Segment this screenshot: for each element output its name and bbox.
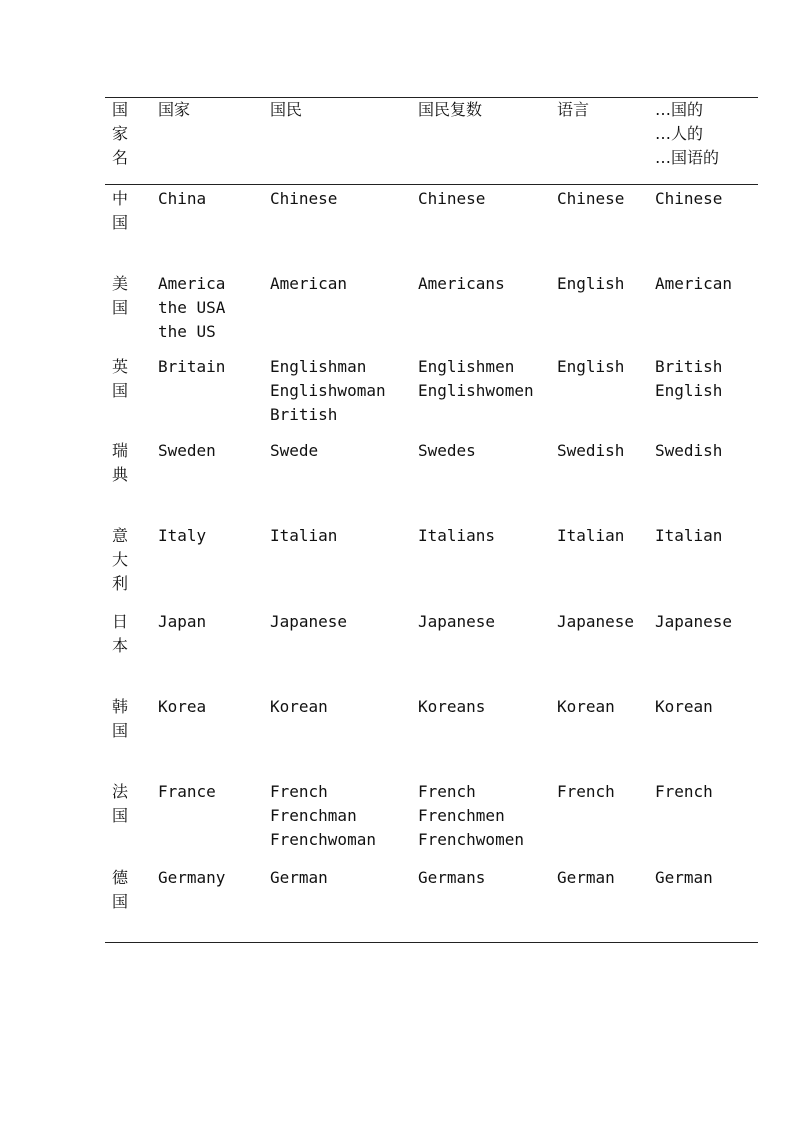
- cell-national-plural: [418, 353, 557, 437]
- cell-adjective: [655, 522, 758, 608]
- country-name-text: 瑞典: [112, 440, 129, 484]
- cell-adjective-line: Swedish: [655, 440, 723, 460]
- cell-country-line: Germany: [158, 867, 226, 887]
- header-language: 语言: [557, 100, 590, 119]
- table-row: [105, 693, 758, 778]
- cell-language-line: Korean: [557, 696, 615, 716]
- cell-country-name: [105, 185, 158, 270]
- cell-national-plural-line: Swedes: [418, 440, 476, 460]
- cell-national-line: Chinese: [270, 189, 338, 208]
- cell-adjective: [655, 270, 758, 353]
- cell-national-plural: [418, 437, 557, 522]
- cell-adjective-line: German: [655, 867, 713, 887]
- cell-country: [158, 522, 270, 608]
- cell-country-line: China: [158, 189, 207, 208]
- cell-country-line: the US: [158, 321, 216, 341]
- cell-national-line: Japanese: [270, 611, 348, 631]
- cell-adjective: [655, 608, 758, 693]
- cell-adjective-line: English: [655, 380, 723, 400]
- cell-adjective-line: Italian: [655, 525, 723, 545]
- cell-national: [270, 693, 418, 778]
- cell-adjective-line: Chinese: [655, 189, 723, 208]
- cell-language-line: German: [557, 867, 615, 887]
- cell-country-line: Sweden: [158, 440, 216, 460]
- cell-national: [270, 353, 418, 437]
- cell-country-line: Japan: [158, 611, 207, 631]
- cell-country-line: Britain: [158, 356, 226, 376]
- cell-national-plural: [418, 608, 557, 693]
- cell-language-line: English: [557, 356, 625, 376]
- cell-language: [557, 522, 655, 608]
- cell-language-line: Chinese: [557, 189, 625, 208]
- cell-country-name: [105, 437, 158, 522]
- cell-national-line: Korean: [270, 696, 328, 716]
- cell-language: [557, 270, 655, 353]
- table-row: [105, 522, 758, 608]
- cell-adjective: [655, 693, 758, 778]
- cell-national-plural-line: Englishmen: [418, 356, 515, 376]
- cell-adjective: [655, 864, 758, 943]
- cell-adjective: [655, 437, 758, 522]
- cell-language-line: Japanese: [557, 611, 635, 631]
- cell-adjective-line: American: [655, 273, 733, 293]
- cell-country-name: [105, 522, 158, 608]
- cell-national-plural-line: Englishwomen: [418, 380, 534, 400]
- cell-country: [158, 437, 270, 522]
- cell-language-line: Italian: [557, 525, 625, 545]
- cell-language-line: French: [557, 781, 615, 801]
- cell-national: [270, 270, 418, 353]
- cell-national: [270, 608, 418, 693]
- cell-national-line: German: [270, 867, 328, 887]
- cell-language: [557, 185, 655, 270]
- cell-country: [158, 270, 270, 353]
- cell-national-line: Frenchwoman: [270, 829, 376, 849]
- table-row: [105, 778, 758, 864]
- table-row: [105, 608, 758, 693]
- cell-adjective: [655, 185, 758, 270]
- cell-country-name: [105, 353, 158, 437]
- header-national: 国民: [270, 100, 303, 119]
- cell-national-plural-line: Italians: [418, 525, 496, 545]
- cell-country: [158, 608, 270, 693]
- cell-national-plural: [418, 864, 557, 943]
- cell-national: [270, 778, 418, 864]
- table-header: [105, 98, 758, 185]
- cell-language: [557, 693, 655, 778]
- cell-country-name: [105, 864, 158, 943]
- cell-adjective-line: British: [655, 356, 723, 376]
- cell-national-line: Englishman: [270, 356, 367, 376]
- cell-national-line: Frenchman: [270, 805, 357, 825]
- cell-language: [557, 608, 655, 693]
- cell-language: [557, 437, 655, 522]
- cell-adjective: [655, 778, 758, 864]
- cell-country: [158, 185, 270, 270]
- country-name-text: 意大利: [112, 525, 129, 593]
- cell-national-line: Englishwoman: [270, 380, 386, 400]
- cell-national-line: American: [270, 273, 348, 293]
- cell-country-line: Korea: [158, 696, 207, 716]
- cell-national-plural-line: Japanese: [418, 611, 496, 631]
- nationality-table: [105, 97, 758, 943]
- country-name-text: 德国: [112, 867, 129, 911]
- header-country-name: 国家名: [112, 100, 129, 167]
- cell-adjective-line: Japanese: [655, 611, 733, 631]
- cell-national: [270, 437, 418, 522]
- cell-country-line: Italy: [158, 525, 207, 545]
- country-name-text: 美国: [112, 273, 129, 317]
- cell-national-plural-line: Germans: [418, 867, 486, 887]
- cell-country: [158, 864, 270, 943]
- cell-national-line: French: [270, 781, 328, 801]
- cell-adjective-line: French: [655, 781, 713, 801]
- cell-language-line: Swedish: [557, 440, 625, 460]
- cell-country: [158, 693, 270, 778]
- country-name-text: 中国: [112, 189, 129, 232]
- cell-national-plural-line: Koreans: [418, 696, 486, 716]
- table-row: [105, 270, 758, 353]
- header-adjective: …国的 …人的 …国语的: [655, 100, 720, 167]
- table-row: [105, 437, 758, 522]
- cell-national-plural: [418, 693, 557, 778]
- cell-national-plural: [418, 522, 557, 608]
- cell-national-line: Swede: [270, 440, 319, 460]
- cell-country-name: [105, 693, 158, 778]
- table-row: [105, 185, 758, 270]
- header-national-plural: 国民复数: [418, 100, 483, 119]
- cell-country-name: [105, 270, 158, 353]
- country-name-text: 英国: [112, 356, 129, 400]
- cell-national-line: Italian: [270, 525, 338, 545]
- cell-national: [270, 522, 418, 608]
- cell-national-plural-line: Chinese: [418, 189, 486, 208]
- country-name-text: 法国: [112, 781, 129, 825]
- header-country: 国家: [158, 100, 191, 119]
- cell-national: [270, 185, 418, 270]
- cell-language: [557, 778, 655, 864]
- cell-adjective: [655, 353, 758, 437]
- cell-country-name: [105, 608, 158, 693]
- cell-country-name: [105, 778, 158, 864]
- cell-national-plural-line: Frenchmen: [418, 805, 505, 825]
- cell-country-line: France: [158, 781, 216, 801]
- cell-national: [270, 864, 418, 943]
- cell-adjective-line: Korean: [655, 696, 713, 716]
- cell-language: [557, 864, 655, 943]
- cell-country-line: the USA: [158, 297, 226, 317]
- cell-language: [557, 353, 655, 437]
- cell-country: [158, 353, 270, 437]
- cell-national-plural-line: Frenchwomen: [418, 829, 524, 849]
- cell-language-line: English: [557, 273, 625, 293]
- cell-national-plural: [418, 778, 557, 864]
- table-row: [105, 353, 758, 437]
- cell-national-line: British: [270, 404, 338, 424]
- table-body: [105, 185, 758, 943]
- cell-country: [158, 778, 270, 864]
- cell-national-plural: [418, 185, 557, 270]
- table-row: [105, 864, 758, 943]
- cell-national-plural-line: Americans: [418, 273, 505, 293]
- cell-national-plural: [418, 270, 557, 353]
- country-name-text: 日本: [112, 611, 129, 655]
- cell-national-plural-line: French: [418, 781, 476, 801]
- cell-country-line: America: [158, 273, 226, 293]
- country-name-text: 韩国: [112, 696, 129, 740]
